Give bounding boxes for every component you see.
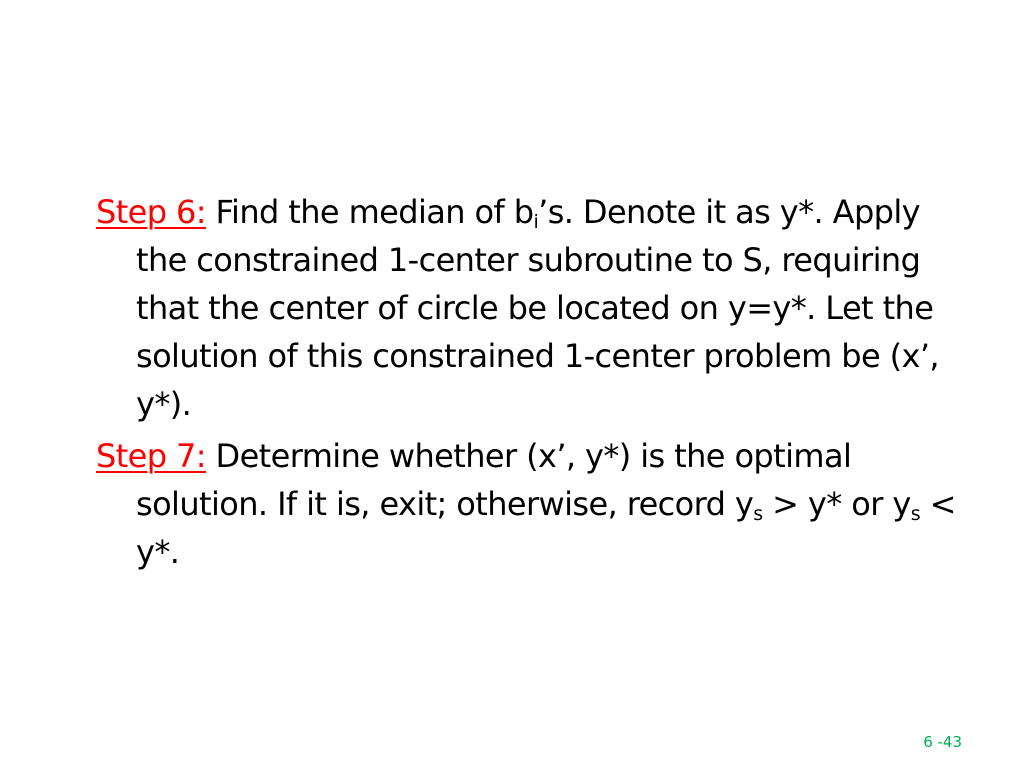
step-6-text-part-1: Find the median of b xyxy=(205,193,534,231)
step-7-label: Step 7: xyxy=(96,437,206,475)
step-7-text-part-1: Determine whether (x’, y*) is the optimal solution. If it is, exit; otherwise, record y xyxy=(136,437,852,523)
step-7-paragraph xyxy=(96,432,956,576)
slide-number: 6 -43 xyxy=(923,733,962,751)
step-6-label: Step 6: xyxy=(96,193,206,231)
step-7-subscript-s-2: s xyxy=(910,503,921,525)
step-6-text-part-2: ’s. Denote it as y*. Apply the constrained 1-center subroutine to S, requiring that the center of circle be located on y=y*. Let the solution of this constrained 1-center problem be (x’, y*). xyxy=(136,193,939,423)
step-7-subscript-s-1: s xyxy=(753,503,763,525)
slide-body xyxy=(96,188,956,576)
step-7-text-part-3: < y*. xyxy=(136,485,956,571)
step-6-paragraph xyxy=(96,188,956,428)
step-6-subscript-i: i xyxy=(533,211,539,233)
step-7-text-part-2: > y* or y xyxy=(762,485,911,523)
